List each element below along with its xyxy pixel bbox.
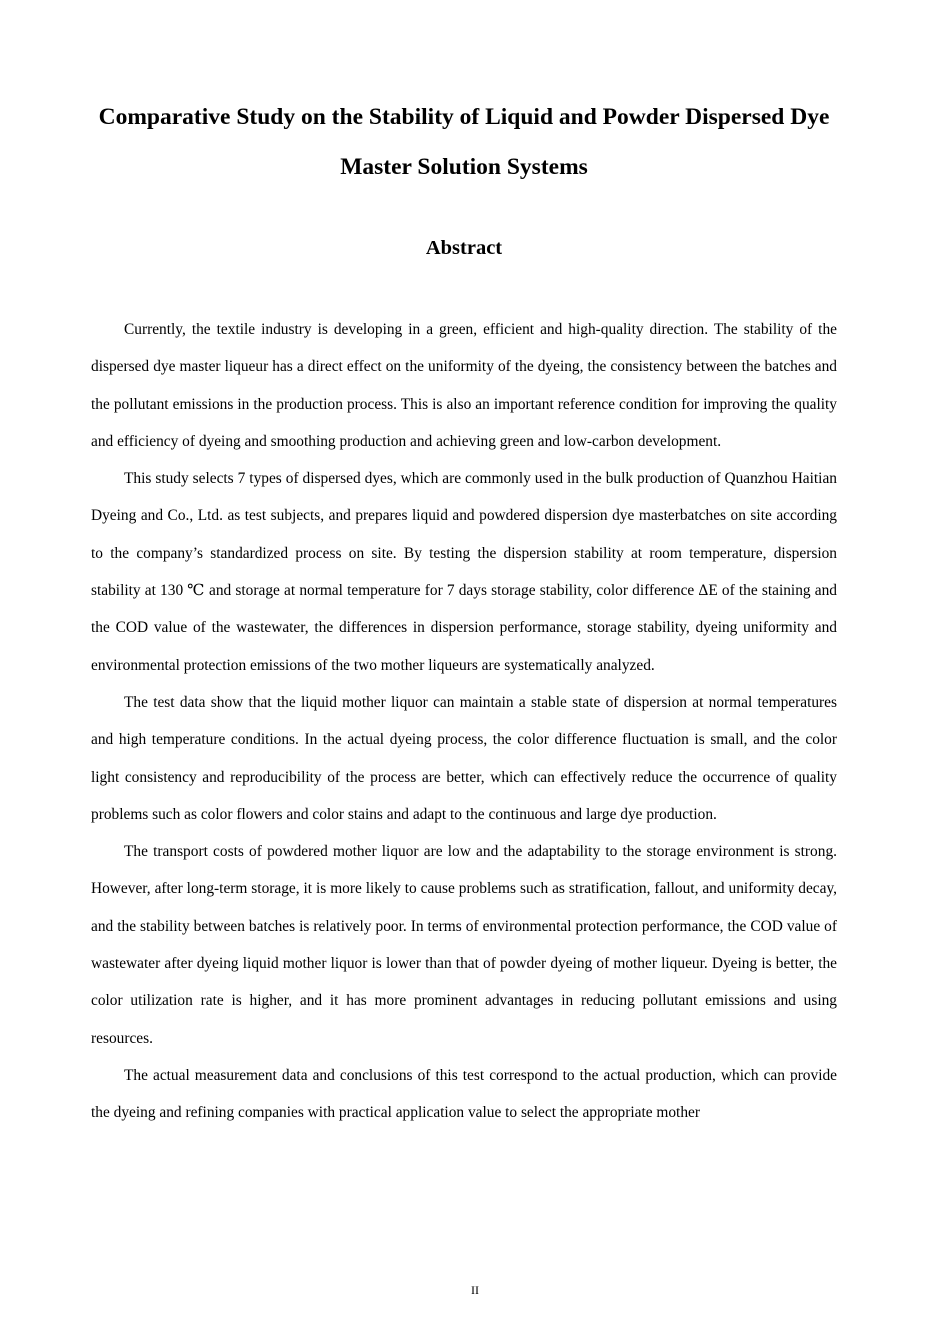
document-title [91,92,837,192]
abstract-paragraph-5: The actual measurement data and conclusions of this test correspond to the actual production, which can provide the dyeing and refining companies with practical application value to select the appropriate mother [91,1066,837,1122]
abstract-body [91,311,837,1132]
abstract-paragraph-3: The test data show that the liquid mother liquor can maintain a stable state of dispersion at normal temperatures and high temperature conditions. In the actual dyeing process, the color difference fluctuation is small, and the color light consistency and reproducibility of the process are better, which can effectively reduce the occurrence of quality problems such as color flowers and color stains and adapt to the continuous and large dye production. [91,693,837,823]
title-line-1: Comparative Study on the Stability of Liquid and Powder Dispersed Dye [98,104,830,130]
abstract-paragraph-2: This study selects 7 types of dispersed dyes, which are commonly used in the bulk production of Quanzhou Haitian Dyeing and Co., Ltd. as test subjects, and prepares liquid and powdered dispersion dye masterbatches on site according to the company’s standardized process on site. By testing the dispersion stability at room temperature, dispersion stability at 130 ℃ and storage at normal temperature for 7 days storage stability, color difference ΔE of the staining and the COD value of the wastewater, the differences in dispersion performance, storage stability, dyeing uniformity and environmental protection emissions of the two mother liqueurs are systematically analyzed. [91,470,837,674]
abstract-heading: Abstract [425,237,503,259]
document-page [91,92,837,1132]
abstract-paragraph-4: The transport costs of powdered mother liquor are low and the adaptability to the storage environment is strong. However, after long-term storage, it is more likely to cause problems such as stratification, fallout, and uniformity decay, and the stability between batches is relatively poor. In terms of environmental protection performance, the COD value of wastewater after dyeing liquid mother liquor is lower than that of powder dyeing of mother liqueur. Dyeing is better, the color utilization rate is higher, and it has more prominent advantages in reducing pollutant emissions and using resources. [91,843,837,1047]
page-number: II [471,1283,479,1297]
abstract-paragraph-1: Currently, the textile industry is developing in a green, efficient and high-quality direction. The stability of the dispersed dye master liqueur has a direct effect on the uniformity of the dyeing, the consistency between the batches and the pollutant emissions in the production process. This is also an important reference condition for improving the quality and efficiency of dyeing and smoothing production and achieving green and low-carbon development. [91,321,837,450]
title-line-2: Master Solution Systems [340,154,588,180]
